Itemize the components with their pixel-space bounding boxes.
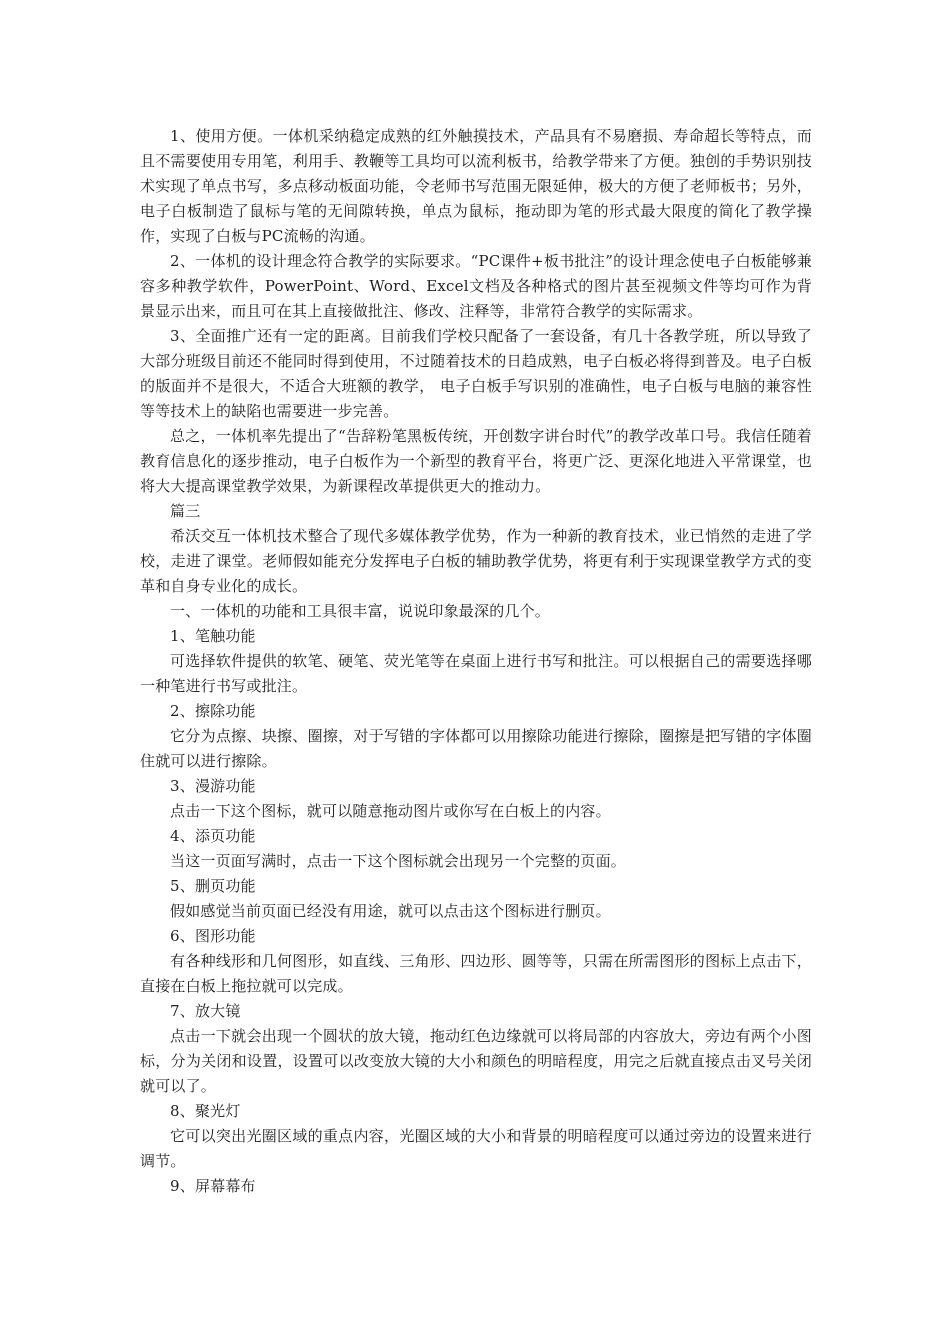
section-heading-part-three: 篇三 bbox=[170, 502, 201, 520]
feature-heading-shapes: 6、图形功能 bbox=[170, 927, 256, 945]
feature-heading-spotlight: 8、聚光灯 bbox=[170, 1102, 241, 1120]
feature-heading-add-page: 4、添页功能 bbox=[170, 827, 256, 845]
feature-heading-roam: 3、漫游功能 bbox=[170, 777, 256, 795]
paragraph-summary: 总之，一体机率先提出了“告辞粉笔黑板传统，开创数字讲台时代”的教学改革口号。我信任随着教育信息化的逐步推动，电子白板作为一个新型的教育平台，将更广泛、更深化地进入平常课堂，也将大大提高课堂教学效果，为新课程改革提供更大的推动力。 bbox=[140, 427, 812, 495]
paragraph-promotion: 3、全面推广还有一定的距离。目前我们学校只配备了一套设备，有几十各教学班，所以导致了大部分班级目前还不能同时得到使用，不过随着技术的日趋成熟，电子白板必将得到普及。电子白板的版面并不是很大，不适合大班额的教学， 电子白板手写识别的准确性，电子白板与电脑的兼容性等等技术上的缺陷也需要进一步完善。 bbox=[140, 327, 812, 420]
feature-text-pen: 可选择软件提供的软笔、硬笔、荧光笔等在桌面上进行书写和批注。可以根据自己的需要选择哪一种笔进行书写或批注。 bbox=[140, 652, 812, 695]
feature-text-delete-page: 假如感觉当前页面已经没有用途，就可以点击这个图标进行删页。 bbox=[170, 902, 611, 920]
paragraph-design-concept: 2、一体机的设计理念符合教学的实际要求。“PC课件+板书批注”的设计理念使电子白板能够兼容多种教学软件，PowerPoint、Word、Excel文档及各种格式的图片甚至视频文件等均可作为背景显示出来，而且可在其上直接做批注、修改、注释等，非常符合教学的实际需求。 bbox=[140, 252, 812, 320]
paragraph-usability: 1、使用方便。一体机采纳稳定成熟的红外触摸技术，产品具有不易磨损、寿命超长等特点，而且不需要使用专用笔，利用手、教鞭等工具均可以流利板书，给教学带来了方便。独创的手势识别技术实现了单点书写，多点移动板面功能，令老师书写范围无限延伸，极大的方便了老师板书；另外，电子白板制造了鼠标与笔的无间隙转换，单点为鼠标，拖动即为笔的形式最大限度的简化了教学操作，实现了白板与PC流畅的沟通。 bbox=[140, 127, 812, 245]
document-body bbox=[140, 124, 812, 1199]
feature-heading-eraser: 2、擦除功能 bbox=[170, 702, 256, 720]
feature-heading-pen: 1、笔触功能 bbox=[170, 627, 256, 645]
paragraph-features-heading: 一、一体机的功能和工具很丰富，说说印象最深的几个。 bbox=[170, 602, 551, 620]
feature-heading-magnifier: 7、放大镜 bbox=[170, 1002, 241, 1020]
paragraph-intro: 希沃交互一体机技术整合了现代多媒体教学优势，作为一种新的教育技术，业已悄然的走进了学校，走进了课堂。老师假如能充分发挥电子白板的辅助教学优势，将更有利于实现课堂教学方式的变革和自身专业化的成长。 bbox=[140, 527, 812, 595]
feature-text-magnifier: 点击一下就会出现一个圆状的放大镜，拖动红色边缘就可以将局部的内容放大，旁边有两个小图标，分为关闭和设置，设置可以改变放大镜的大小和颜色的明暗程度，用完之后就直接点击叉号关闭就可以了。 bbox=[140, 1027, 812, 1095]
feature-text-shapes: 有各种线形和几何图形，如直线、三角形、四边形、圆等等，只需在所需图形的图标上点击下，直接在白板上拖拉就可以完成。 bbox=[140, 952, 812, 995]
feature-text-eraser: 它分为点擦、块擦、圈擦，对于写错的字体都可以用擦除功能进行擦除，圈擦是把写错的字体圈住就可以进行擦除。 bbox=[140, 727, 812, 770]
feature-text-add-page: 当这一页面写满时，点击一下这个图标就会出现另一个完整的页面。 bbox=[170, 852, 627, 870]
feature-heading-delete-page: 5、删页功能 bbox=[170, 877, 256, 895]
feature-heading-screen-curtain: 9、屏幕幕布 bbox=[170, 1177, 256, 1195]
feature-text-roam: 点击一下这个图标，就可以随意拖动图片或你写在白板上的内容。 bbox=[170, 802, 611, 820]
feature-text-spotlight: 它可以突出光圈区域的重点内容，光圈区域的大小和背景的明暗程度可以通过旁边的设置来进行调节。 bbox=[140, 1127, 812, 1170]
